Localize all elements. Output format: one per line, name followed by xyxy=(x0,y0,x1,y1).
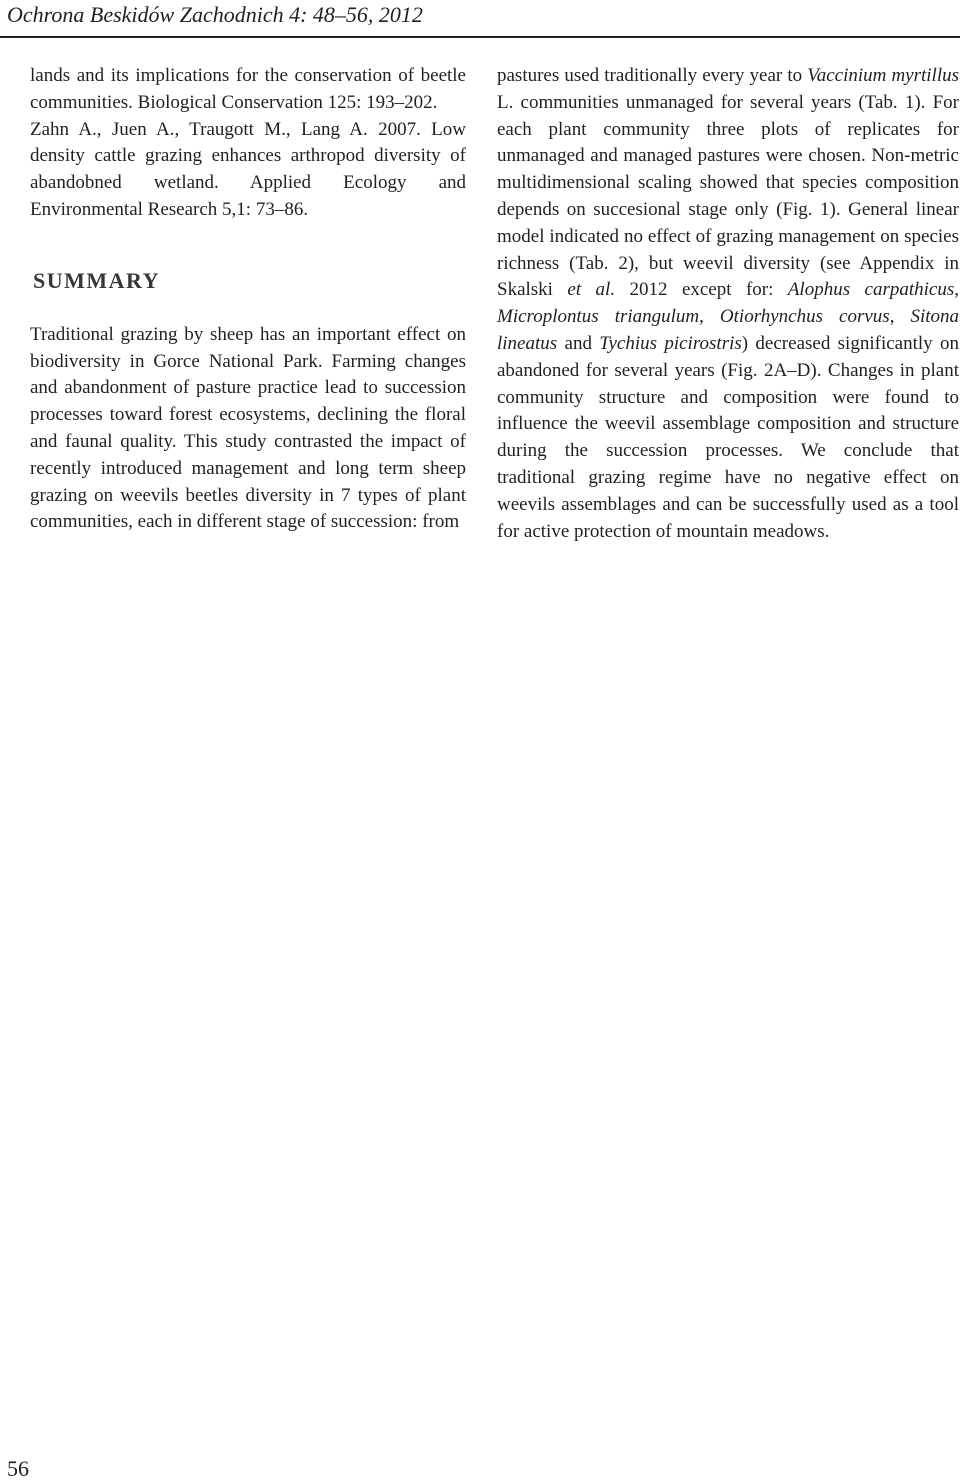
species-name: Alophus carpathicus xyxy=(787,279,955,301)
right-column xyxy=(497,63,959,545)
page-number: 56 xyxy=(7,1456,29,1481)
left-column xyxy=(30,63,466,536)
reference-list xyxy=(30,63,466,224)
text-segment: and xyxy=(557,332,600,354)
text-segment: L. communities unmanaged for several years (Tab. 1). For each plant community three plots of replicates for unmanaged and managed pastures were chosen. Non-metric multidimensional scaling showed that species composition depends on succesional stage only (Fig. 1). General linear model indicated no effect of grazing management on species richness (Tab. 2), but weevil diversity (see Appendix in Skalski xyxy=(497,91,959,301)
text-segment: 2012 except for: xyxy=(615,279,788,301)
reference-entry: lands and its implications for the conservation of beetle communities. Biological Conservation 125: 193–202. xyxy=(30,65,466,113)
journal-title: Ochrona Beskidów Zachodnich 4: 48–56, 2012 xyxy=(7,2,423,27)
text-segment: , xyxy=(954,279,960,301)
summary-paragraph xyxy=(30,322,466,536)
text-segment: pastures used traditionally every year to xyxy=(497,65,808,86)
section-heading-summary: SUMMARY xyxy=(33,267,161,293)
species-name: Otiorhynchus corvus xyxy=(719,306,890,328)
species-name: Microplontus triangulum xyxy=(497,306,700,328)
running-header xyxy=(0,0,960,38)
summary-text: Traditional grazing by sheep has an important effect on biodiversity in Gorce National Park. Farming changes and abandonment of pasture practice lead to succession processes toward forest ecosystems, declining the floral and faunal quality. This study contrasted the impact of recently introduced management and long term sheep grazing on weevils beetles diversity in 7 types of plant communities, each in different stage of succession: from xyxy=(30,323,466,533)
species-name: Vaccinium myrtillus xyxy=(807,65,960,86)
reference-entry: Zahn A., Juen A., Traugott M., Lang A. 2007. Low density cattle grazing enhances arthropod diversity of abandobned wetland. Applied Ecology and Environmental Research 5,1: 73–86. xyxy=(30,118,466,220)
text-segment: ) decreased significantly on abandoned for several years (Fig. 2A–D). Changes in plant community structure and composition were found to influence the weevil assemblage composition and structure during the succession processes. We conclude that traditional grazing regime have no negative effect on weevils assemblages and can be successfully used as a tool for active protection of mountain meadows. xyxy=(497,332,959,542)
species-name: Sitona lineatus xyxy=(497,306,960,354)
summary-continuation xyxy=(497,63,959,545)
text-segment: , xyxy=(699,306,720,328)
citation-et-al: et al. xyxy=(567,279,616,301)
species-name: Tychius picirostris xyxy=(599,332,742,354)
text-segment: , xyxy=(889,306,911,328)
